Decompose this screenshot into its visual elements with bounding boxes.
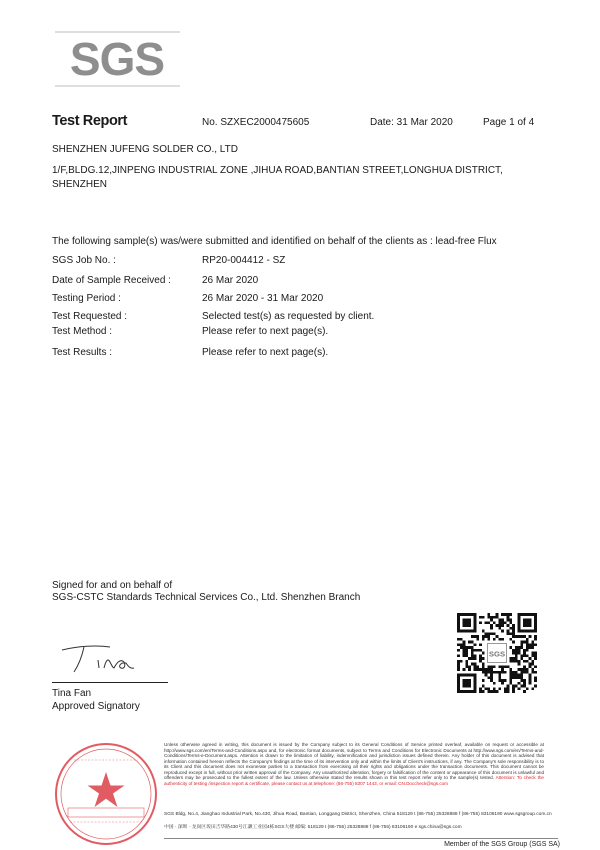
detail-value-job-no: RP20-004412 - SZ	[202, 255, 286, 266]
detail-label-test-method: Test Method :	[52, 326, 113, 337]
signatory-title: Approved Signatory	[52, 701, 140, 712]
detail-label-date-received: Date of Sample Received :	[52, 275, 171, 286]
detail-label-testing-period: Testing Period :	[52, 293, 121, 304]
client-address: 1/F,BLDG.12,JINPENG INDUSTRIAL ZONE ,JIHUA ROAD,BANTIAN STREET,LONGHUA DISTRICT, SHENZHEN	[52, 165, 503, 190]
qr-code	[457, 613, 537, 693]
detail-label-job-no: SGS Job No. :	[52, 255, 116, 266]
report-title: Test Report	[52, 113, 128, 129]
authenticity-notice: Attention: To check the authenticity of testing /inspection report & certificate, please contact us at telephone: (86-755) 8307 1443, or email: CN.Doccheck@sgs.com	[164, 775, 544, 786]
signed-on-behalf-text: Signed for and on behalf of	[52, 580, 173, 591]
report-date: Date: 31 Mar 2020	[370, 117, 453, 128]
detail-label-test-results: Test Results :	[52, 347, 113, 358]
company-seal	[50, 738, 162, 850]
qr-center-logo: SGS	[488, 649, 506, 659]
detail-label-test-requested: Test Requested :	[52, 311, 128, 322]
legal-disclaimer	[164, 742, 544, 786]
footer-divider	[164, 838, 558, 839]
signing-company: SGS-CSTC Standards Technical Services Co., Ltd. Shenzhen Branch	[52, 592, 361, 603]
client-name: SHENZHEN JUFENG SOLDER CO., LTD	[52, 144, 238, 155]
logo-text: SGS	[69, 33, 165, 85]
sgs-group-membership: Member of the SGS Group (SGS SA)	[444, 841, 560, 848]
address-chinese: 中国 · 深圳 · 龙岗区坂田吉华路430号江灏工业园4栋SGS大楼 邮编: 518129 t (86-755) 25328888 f (86-755) 83106190 e sgs.china@sgs.com	[164, 825, 462, 830]
detail-value-test-method: Please refer to next page(s).	[202, 326, 329, 337]
address-english: SGS Bldg, No.4, Jianghao Industrial Park, No.430, Jihua Road, Bantian, Longgang District, Shenzhen, China 518129 t (86-755) 25328888 f (86-755) 83106190 www.sgsgroup.com.cn	[164, 812, 552, 817]
sgs-logo	[55, 28, 180, 90]
detail-value-test-results: Please refer to next page(s).	[202, 347, 329, 358]
signature-line	[52, 682, 168, 683]
detail-value-test-requested: Selected test(s) as requested by client.	[202, 311, 375, 322]
intro-text: The following sample(s) was/were submitted and identified on behalf of the clients as : lead-free Flux	[52, 236, 497, 247]
page-indicator: Page 1 of 4	[483, 117, 535, 128]
legal-text: Unless otherwise agreed in writing, this document is issued by the Company subject to its General Conditions of Service printed overleaf, available on request or accessible at http://www.sgs.com/en/Terms-and-Conditions.aspx and, for electronic format documents, subject to Terms and Conditions for Electronic Documents at http://www.sgs.com/en/Terms-and-Conditions/Terms-e-Document.aspx. Attention is drawn to the limitation of liability, indemnification and jurisdiction issues defined therein. Any holder of this document is advised that information contained hereon reflects the Company's findings at the time of its intervention only and within the limits of Client's instructions, if any. The Company's sole responsibility is to its Client and this document does not exonerate parties to a transaction from exercising all their rights and obligations under the transaction documents. This document cannot be reproduced except in full, without prior written approval of the Company. Any unauthorized alteration, forgery or falsification of the content or appearance of this document is unlawful and offenders may be prosecuted to the fullest extent of the law. Unless otherwise stated the results shown in this test report refer only to the sample(s) tested.	[164, 742, 544, 780]
detail-value-date-received: 26 Mar 2020	[202, 275, 259, 286]
report-number: No. SZXEC2000475605	[202, 117, 310, 128]
signatory-name: Tina Fan	[52, 688, 92, 699]
handwritten-signature	[58, 638, 170, 678]
detail-value-testing-period: 26 Mar 2020 - 31 Mar 2020	[202, 293, 324, 304]
